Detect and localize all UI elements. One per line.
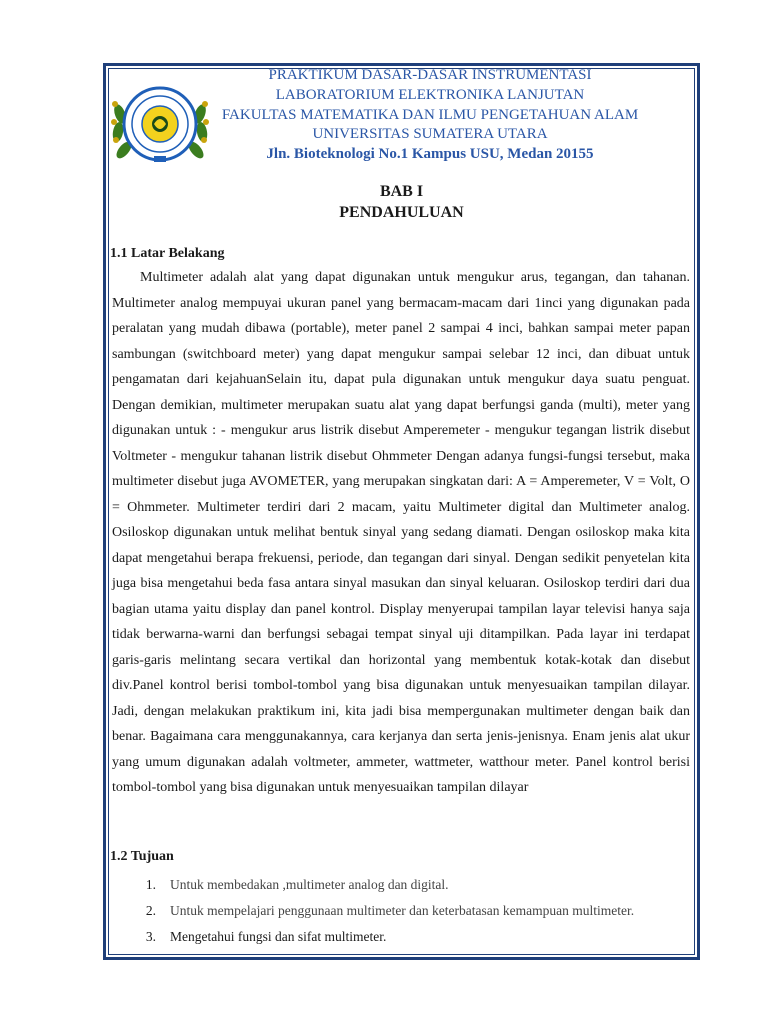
list-number: 1. xyxy=(145,877,156,892)
faculty-seal-icon xyxy=(110,74,210,174)
list-text: Mengetahui fungsi dan sifat multimeter. xyxy=(170,929,387,944)
list-item xyxy=(126,898,634,924)
letterhead-address: Jln. Bioteknologi No.1 Kampus USU, Medan 20155 xyxy=(266,146,594,163)
chapter-heading xyxy=(110,181,693,223)
section-title-latar-belakang: 1.1 Latar Belakang xyxy=(110,246,225,261)
goals-list xyxy=(126,872,634,950)
letterhead-line-2: LABORATORIUM ELEKTRONIKA LANJUTAN xyxy=(275,86,585,103)
chapter-title: PENDAHULUAN xyxy=(339,204,464,221)
list-item xyxy=(126,872,634,898)
list-number: 2. xyxy=(145,903,156,918)
letterhead xyxy=(200,66,660,165)
letterhead-line-3: FAKULTAS MATEMATIKA DAN ILMU PENGETAHUAN ALAM xyxy=(221,106,639,123)
chapter-number: BAB I xyxy=(379,183,424,200)
letterhead-line-1: PRAKTIKUM DASAR-DASAR INSTRUMENTASI xyxy=(268,67,592,83)
list-text: Untuk mempelajari penggunaan multimeter dan keterbatasan kemampuan multimeter. xyxy=(170,903,635,918)
list-number: 3. xyxy=(145,929,156,944)
list-item xyxy=(126,924,634,950)
letterhead-line-4: UNIVERSITAS SUMATERA UTARA xyxy=(312,126,548,143)
section-title-tujuan: 1.2 Tujuan xyxy=(110,849,174,864)
list-text: Untuk membedakan ,multimeter analog dan digital. xyxy=(170,877,449,892)
section-paragraph: Multimeter adalah alat yang dapat digunakan untuk mengukur arus, tegangan, dan tahanan. Multimeter analog mempuyai ukuran panel yang bermacam-macam dari 1inci yang digunakan pada peralatan yang mudah dibawa (portable), meter panel 2 sampai 4 inci, bahkan sampai meter papan sambungan (switchboard meter) yang dapat mengukur sampai selebar 12 inci, dan dibuat untuk pengamatan dari kejahuanSelain itu, dapat pula digunakan untuk mengukur daya suatu penguat. Dengan demikian, multimeter merupakan suatu alat yang dapat berfungsi ganda (multi), meter yang digunakan untuk : - mengukur arus listrik disebut Amperemeter - mengukur tegangan listrik disebut Voltmeter - mengukur tahanan listrik disebut Ohmmeter Dengan adanya fungsi-fungsi tersebut, maka multimeter disebut juga AVOMETER, yang merupakan singkatan dari: A = Amperemeter, V = Volt, O = Ohmmeter. Multimeter terdiri dari 2 macam, yaitu Multimeter digital dan Multimeter analog. Osiloskop digunakan untuk melihat bentuk sinyal yang sedang diamati. Dengan osiloskop maka kita dapat mengetahui berapa frekuensi, periode, dan tegangan dari sinyal. Dengan sedikit penyetelan kita juga bisa mengetahui beda fasa antara sinyal masukan dan sinyal keluaran. Osiloskop terdiri dari dua bagian utama yaitu display dan panel kontrol. Display menyerupai tampilan layar televisi hanya saja tidak berwarna-warni dan berfungsi sebagai tempat sinyal uji ditampilkan. Pada layar ini terdapat garis-garis melintang secara vertikal dan horizontal yang membentuk kotak-kotak dan disebut div.Panel kontrol berisi tombol-tombol yang bisa digunakan untuk menyesuaikan tampilan dilayar. Jadi, dengan melakukan praktikum ini, kita jadi bisa mempergunakan multimeter dengan baik dan benar. Bagaimana cara menggunakannya, cara kerjanya dan serta jenis-jenisnya. Enam jenis alat ukur yang umum digunakan adalah voltmeter, ammeter, wattmeter, watthour meter. Panel kontrol berisi tombol-tombol yang bisa digunakan untuk menyesuaikan tampilan dilayar xyxy=(112,270,690,795)
